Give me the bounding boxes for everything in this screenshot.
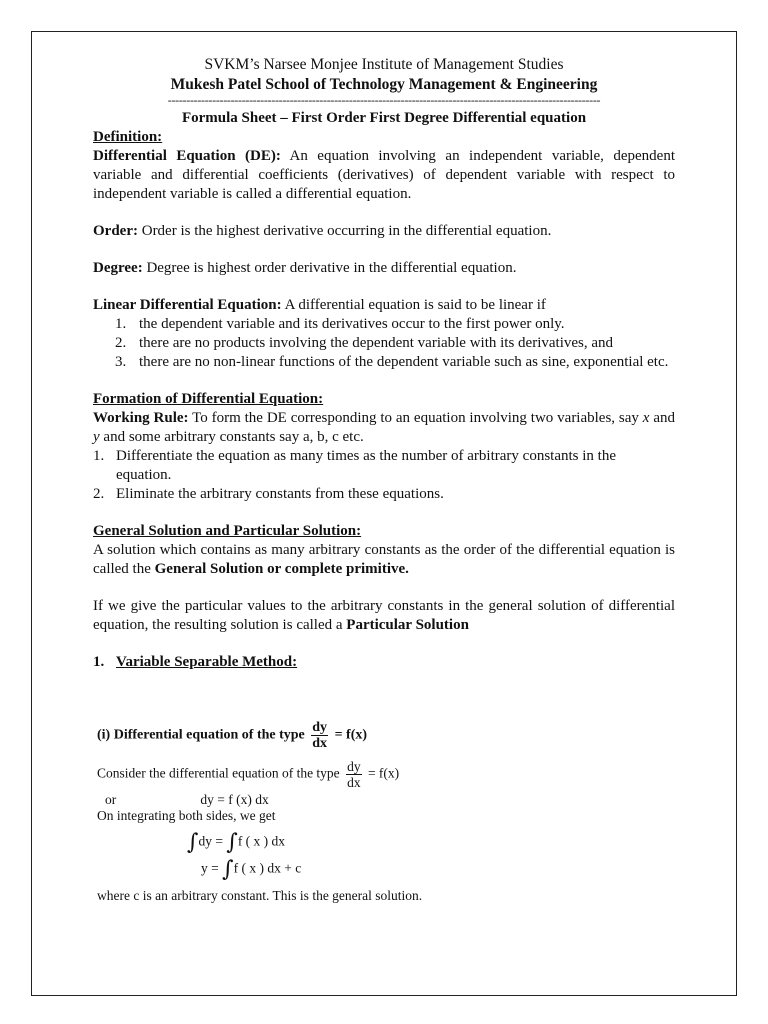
method-heading: 1. Variable Separable Method: [93,654,298,670]
equation-type-line: (i) Differential equation of the type $\frac{dy}{dx}$ = f(x) [97,720,368,751]
degree-text: Degree is highest order derivative in the differential equation. [146,260,517,276]
formation-heading: Formation of Differential Equation: [93,391,324,407]
conclusion-line: where c is an arbitrary constant. This is the general solution. [97,888,423,903]
or-line: or dy = f (x) dx [105,792,269,807]
degree-definition [93,259,675,278]
list-item: 3. there are no non-linear functions of the dependent variable such as sine, exponential etc. [115,354,669,370]
solutions-heading: General Solution and Particular Solution: [93,523,362,539]
page-title: Formula Sheet – First Order First Degree Differential equation [181,110,587,126]
particular-solution-text: If we give the particular values to the arbitrary constants in the general solution of differential equation, the resulting solution is called a Particular Solution [93,598,675,633]
document-body [93,55,675,672]
order-text: Order is the highest derivative occurring in the differential equation. [141,223,552,239]
consider-line: Consider the differential equation of the type $\frac{dy}{dx}$ = f(x) [97,759,400,790]
linear-text: A differential equation is said to be linear if [284,297,546,313]
de-term: Differential Equation (DE): [93,148,281,164]
linear-term: Linear Differential Equation: [93,297,282,313]
working-rule: Working Rule: To form the DE corresponding to an equation involving two variables, say x and y and some arbitrary constants say a, b, c etc. [93,410,676,445]
linear-conditions-list [93,315,675,372]
institute-name: SVKM’s Narsee Monjee Institute of Management Studies [204,56,564,73]
de-definition [93,147,675,204]
general-solution-text: A solution which contains as many arbitrary constants as the order of the differential equation is called the General Solution or complete primitive. [93,542,675,577]
working-rule-term: Working Rule: [93,410,189,426]
school-name: Mukesh Patel School of Technology Management & Engineering [170,76,598,93]
de-text: An equation involving an independent variable, dependent variable and differential coefficients (derivatives) of dependent variable with respect to independent variable is called a differential equation. [93,148,675,202]
integral-sign: ∫ [187,830,199,855]
solution-line: y = ∫f ( x ) dx + c [201,857,302,882]
list-item: 2. there are no products involving the dependent variable with its derivatives, and [115,335,614,351]
definition-heading: Definition: [93,129,163,145]
integral-sign: ∫ [222,857,234,882]
formation-steps-list [93,447,675,504]
order-term: Order: [93,223,138,239]
integral-sign: ∫ [226,830,238,855]
degree-term: Degree: [93,260,143,276]
list-item: 1. Differentiate the equation as many times as the number of arbitrary constants in the equation. [93,448,616,483]
integral-line: ∫dy = ∫f ( x ) dx [187,830,286,855]
order-definition [93,222,675,241]
integrating-line: On integrating both sides, we get [97,808,276,823]
linear-definition [93,296,675,315]
list-item: 2. Eliminate the arbitrary constants from these equations. [93,486,444,502]
header-divider: --------------------------------------------------------------------------------------------------------------------- [167,94,601,106]
list-item: 1. the dependent variable and its derivatives occur to the first power only. [115,316,565,332]
variable-separable-derivation [97,720,517,904]
